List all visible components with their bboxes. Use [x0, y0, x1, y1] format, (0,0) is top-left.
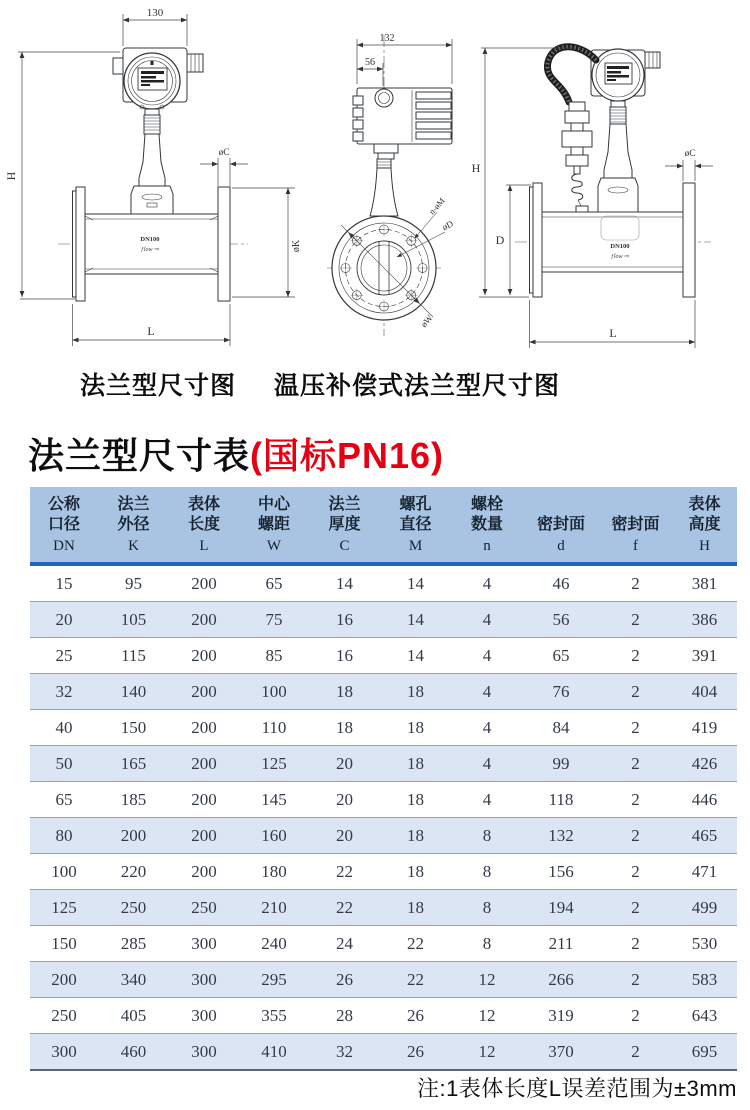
table-cell: 65: [265, 573, 283, 593]
table-cell: 140: [98, 674, 169, 710]
table-cell: 200: [169, 854, 239, 890]
table-cell: 695: [672, 1034, 737, 1071]
table-cell: 4: [451, 602, 523, 638]
table-cell: 22: [380, 962, 451, 998]
table-cell: 319: [523, 998, 599, 1034]
table-cell: 28: [309, 998, 380, 1034]
table-cell: 200: [30, 962, 98, 998]
right-dim-flange-thickness: øC: [684, 149, 696, 159]
table-cell: 426: [672, 746, 737, 782]
table-cell: 20: [30, 602, 98, 638]
table-cell: 22: [309, 854, 380, 890]
table-cell: 18: [380, 782, 451, 818]
table-cell: 56: [523, 602, 599, 638]
table-cell: 18: [380, 710, 451, 746]
table-cell: 24: [309, 926, 380, 962]
left-dim-flange-diameter: øK: [291, 239, 302, 253]
table-cell: 46: [552, 573, 570, 593]
table-row: [30, 998, 737, 1034]
table-cell: 165: [98, 746, 169, 782]
table-cell: 8: [451, 818, 523, 854]
table-cell: 18: [380, 674, 451, 710]
table-cell: 14: [380, 638, 451, 674]
column-header: 螺孔 直径 M: [380, 487, 451, 564]
table-cell: 4: [451, 710, 523, 746]
table-cell: 14: [407, 573, 424, 593]
table-row: [30, 854, 737, 890]
middle-dim-bolt-holes: n-øM: [426, 195, 447, 217]
table-cell: 100: [239, 674, 309, 710]
column-header: 公称 口径 DN: [30, 487, 98, 564]
table-cell: 250: [98, 890, 169, 926]
column-header: 表体 高度 H: [672, 487, 737, 564]
table-cell: 185: [98, 782, 169, 818]
table-cell: 75: [239, 602, 309, 638]
right-dim-body-diameter: D: [495, 233, 505, 247]
table-cell: 18: [309, 710, 380, 746]
table-row: [30, 638, 737, 674]
table-cell: 2: [599, 674, 672, 710]
table-cell: 210: [239, 890, 309, 926]
table-cell: 20: [309, 782, 380, 818]
table-cell: 156: [523, 854, 599, 890]
table-cell: 530: [672, 926, 737, 962]
table-cell: 300: [169, 962, 239, 998]
table-cell: 99: [523, 746, 599, 782]
table-cell: 150: [30, 926, 98, 962]
table-cell: 4: [451, 674, 523, 710]
table-cell: 8: [451, 890, 523, 926]
table-cell: 300: [30, 1034, 98, 1071]
table-cell: 2: [599, 710, 672, 746]
caption-flange-type: 法兰型尺寸图: [79, 372, 236, 400]
column-header: 法兰 外径 K: [98, 487, 169, 564]
column-header: 中心 螺距 W: [239, 487, 309, 564]
table-cell: 95: [125, 573, 142, 593]
table-cell: 2: [599, 818, 672, 854]
table-cell: 110: [239, 710, 309, 746]
table-cell: 643: [672, 998, 737, 1034]
table-cell: 295: [239, 962, 309, 998]
table-header-row: [30, 487, 737, 564]
table-cell: 405: [98, 998, 169, 1034]
table-cell: 65: [30, 782, 98, 818]
left-body-logo: ƒlow ⇨: [140, 247, 160, 253]
table-cell: 200: [169, 710, 239, 746]
table-cell: 32: [30, 674, 98, 710]
table-cell: 410: [239, 1034, 309, 1071]
table-body: [30, 564, 737, 1070]
table-cell: 285: [98, 926, 169, 962]
table-cell: 200: [169, 818, 239, 854]
table-cell: 76: [523, 674, 599, 710]
column-header: 密封面 d: [523, 487, 599, 564]
table-row: [30, 674, 737, 710]
table-cell: 22: [380, 926, 451, 962]
middle-dim-outer: øW: [418, 312, 435, 330]
table-cell: 18: [380, 854, 451, 890]
table-cell: 12: [451, 1034, 523, 1071]
table-cell: 200: [169, 782, 239, 818]
table-title-standard: (国标PN16): [250, 435, 445, 476]
middle-dim-offset: 56: [365, 57, 375, 68]
table-cell: 132: [523, 818, 599, 854]
table-cell: 200: [169, 674, 239, 710]
table-title: [28, 428, 444, 479]
table-cell: 220: [98, 854, 169, 890]
table-cell: 465: [672, 818, 737, 854]
table-cell: 250: [169, 890, 239, 926]
table-row: [30, 564, 737, 602]
table-cell: 16: [309, 602, 380, 638]
table-cell: 150: [98, 710, 169, 746]
table-cell: 419: [672, 710, 737, 746]
table-footnote: 注:1表体长度L误差范围为±3mm: [416, 1076, 737, 1101]
table-cell: 386: [672, 602, 737, 638]
table-cell: 26: [380, 998, 451, 1034]
table-cell: 125: [30, 890, 98, 926]
table-cell: 4: [451, 746, 523, 782]
table-row: [30, 926, 737, 962]
table-cell: 200: [191, 573, 217, 593]
side-view-diagram: [315, 20, 465, 350]
table-cell: 300: [169, 1034, 239, 1071]
table-cell: 12: [451, 998, 523, 1034]
table-cell: 2: [599, 602, 672, 638]
left-dim-length: L: [147, 324, 155, 338]
table-cell: 22: [309, 890, 380, 926]
table-cell: 145: [239, 782, 309, 818]
table-cell: 2: [631, 573, 640, 593]
table-cell: 100: [30, 854, 98, 890]
table-cell: 26: [309, 962, 380, 998]
table-cell: 460: [98, 1034, 169, 1071]
table-cell: 14: [336, 573, 353, 593]
table-cell: 471: [672, 854, 737, 890]
table-cell: 370: [523, 1034, 599, 1071]
table-cell: 391: [672, 638, 737, 674]
table-cell: 2: [599, 926, 672, 962]
compensated-type-diagram: [465, 20, 750, 350]
table-cell: 340: [98, 962, 169, 998]
table-cell: 8: [451, 854, 523, 890]
table-cell: 180: [239, 854, 309, 890]
table-cell: 65: [523, 638, 599, 674]
table-cell: 125: [239, 746, 309, 782]
table-cell: 583: [672, 962, 737, 998]
left-body-label: DN100: [140, 236, 160, 243]
table-cell: 2: [599, 746, 672, 782]
table-cell: 80: [30, 818, 98, 854]
flange-type-diagram: [4, 4, 308, 360]
table-cell: 26: [380, 1034, 451, 1071]
column-header: 法兰 厚度 C: [309, 487, 380, 564]
table-cell: 200: [169, 638, 239, 674]
table-cell: 200: [169, 746, 239, 782]
table-cell: 50: [30, 746, 98, 782]
table-cell: 499: [672, 890, 737, 926]
table-cell: 250: [30, 998, 98, 1034]
table-cell: 2: [599, 1034, 672, 1071]
table-cell: 200: [98, 818, 169, 854]
left-dim-width: 130: [146, 7, 164, 19]
table-row: [30, 710, 737, 746]
table-cell: 160: [239, 818, 309, 854]
table-cell: 18: [380, 890, 451, 926]
table-cell: 18: [380, 818, 451, 854]
table-cell: 25: [30, 638, 98, 674]
table-cell: 2: [599, 962, 672, 998]
table-cell: 355: [239, 998, 309, 1034]
table-cell: 84: [523, 710, 599, 746]
table-cell: 194: [523, 890, 599, 926]
table-row: [30, 602, 737, 638]
table-cell: 2: [599, 890, 672, 926]
table-cell: 2: [599, 854, 672, 890]
middle-dim-width: 132: [379, 33, 395, 44]
table-cell: 18: [309, 674, 380, 710]
column-header: 螺栓 数量 n: [451, 487, 523, 564]
table-cell: 266: [523, 962, 599, 998]
table-cell: 20: [309, 746, 380, 782]
table-cell: 40: [30, 710, 98, 746]
column-header: 表体 长度 L: [169, 487, 239, 564]
table-cell: 4: [482, 573, 492, 593]
table-cell: 300: [169, 998, 239, 1034]
left-dim-flange-thickness: øC: [218, 148, 230, 158]
left-dim-height: H: [4, 171, 18, 181]
right-body-label: DN100: [610, 243, 630, 250]
table-row: [30, 890, 737, 926]
table-cell: 300: [169, 926, 239, 962]
caption-compensated-type: 温压补偿式法兰型尺寸图: [273, 372, 560, 400]
table-cell: 14: [380, 602, 451, 638]
table-cell: 4: [451, 638, 523, 674]
table-cell: 85: [239, 638, 309, 674]
table-cell: 18: [380, 746, 451, 782]
right-dim-height: H: [471, 161, 481, 175]
table-row: [30, 782, 737, 818]
table-row: [30, 746, 737, 782]
table-cell: 8: [451, 926, 523, 962]
table-cell: 32: [309, 1034, 380, 1071]
right-body-logo: ƒlow ⇨: [610, 254, 630, 260]
table-cell: 240: [239, 926, 309, 962]
table-cell: 115: [98, 638, 169, 674]
middle-dim-bore: øD: [440, 218, 455, 233]
table-cell: 118: [523, 782, 599, 818]
table-title-text: 法兰型尺寸表: [28, 435, 251, 476]
table-cell: 16: [309, 638, 380, 674]
table-cell: 105: [98, 602, 169, 638]
table-cell: 211: [523, 926, 599, 962]
table-cell: 4: [451, 782, 523, 818]
table-cell: 20: [309, 818, 380, 854]
column-header: 密封面 f: [599, 487, 672, 564]
table-cell: 2: [599, 998, 672, 1034]
table-cell: 381: [691, 573, 718, 593]
table-cell: 15: [55, 573, 73, 593]
table-row: [30, 818, 737, 854]
table-cell: 12: [451, 962, 523, 998]
table-cell: 404: [672, 674, 737, 710]
right-dim-length: L: [609, 326, 617, 340]
table-cell: 446: [672, 782, 737, 818]
table-cell: 2: [599, 638, 672, 674]
table-cell: 2: [599, 782, 672, 818]
table-cell: 200: [169, 602, 239, 638]
dimension-table: [30, 487, 737, 1071]
table-row: [30, 962, 737, 998]
table-row: [30, 1034, 737, 1071]
